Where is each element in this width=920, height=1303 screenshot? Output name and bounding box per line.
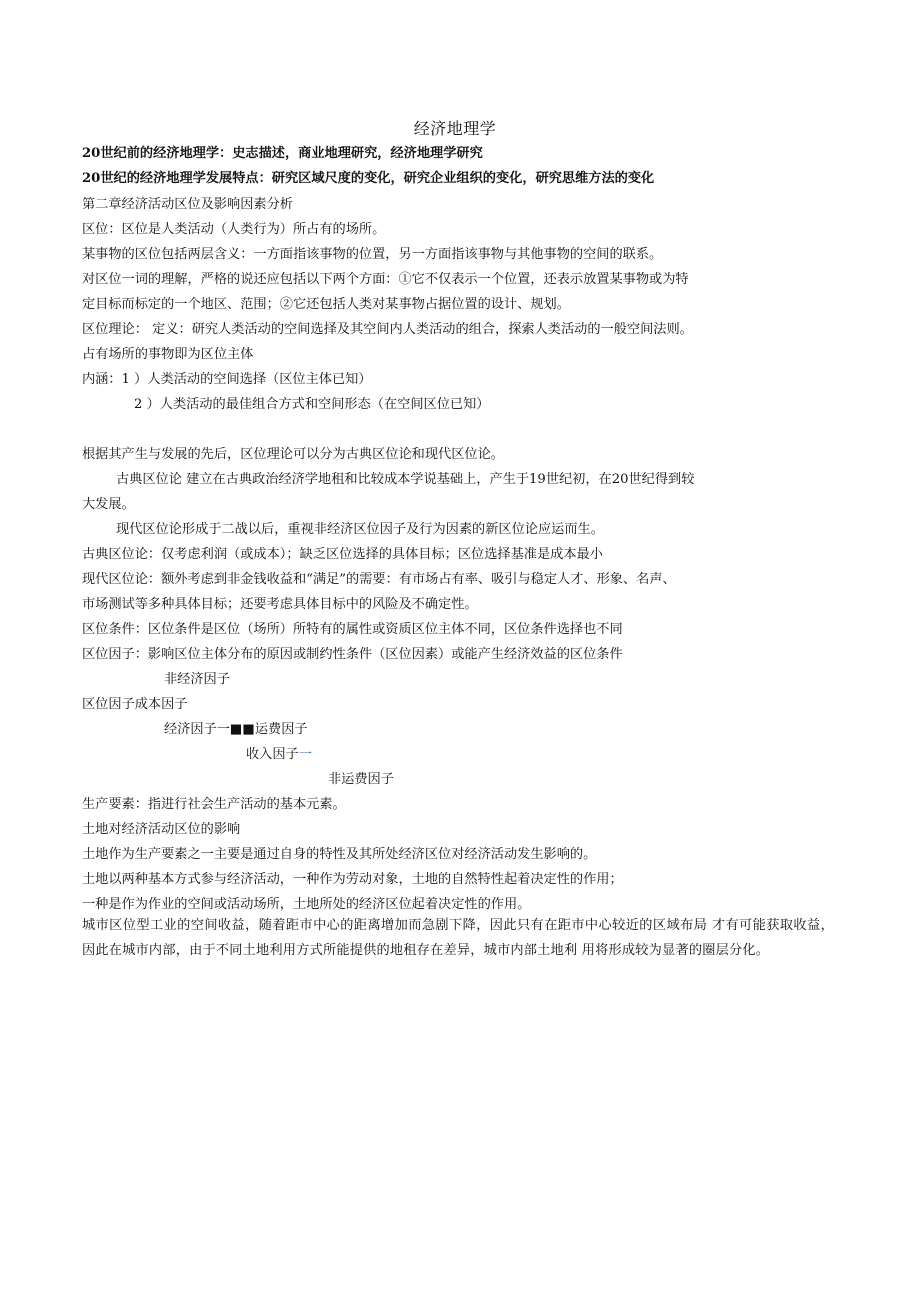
paragraph-block: 城市区位型工业的空间收益，随着距市中心的距离增加而急剧下降，因此只有在距市中心较近的区域布局 才有可能获取收益，因此在城市内部，由于不同土地利用方式所能提供的地租存在差异，城市内部土地利 用将形成较为显著的圈层分化。 — [82, 918, 834, 958]
paragraph-line: 20世纪的经济地理学发展特点：研究区域尺度的变化，研究企业组织的变化，研究思维方法的变化 — [82, 171, 655, 186]
factor-label: 非经济因子 — [164, 672, 230, 687]
paragraph-line: 区位：区位是人类活动（人类行为）所占有的场所。 — [82, 222, 386, 237]
paragraph-line: 古典区位论 建立在古典政治经济学地租和比较成本学说基础上，产生于19世纪初，在20世纪得到较 — [116, 472, 695, 487]
paragraph-line: 现代区位论形成于二战以后，重视非经济区位因子及行为因素的新区位论应运而生。 — [116, 522, 604, 537]
factor-label: 非运费因子 — [328, 772, 394, 787]
factor-connector: 一 — [298, 747, 312, 762]
paragraph-line: 生产要素：指进行社会生产活动的基本元素。 — [82, 797, 346, 812]
factor-label: 经济因子一■■运费因子 — [164, 722, 308, 737]
paragraph-line: 对区位一词的理解，严格的说还应包括以下两个方面：①它不仅表示一个位置，还表示放置某事物或为特 — [82, 272, 689, 287]
chapter-heading: 第二章经济活动区位及影响因素分析 — [82, 197, 293, 212]
paragraph-line: 2 ）人类活动的最佳组合方式和空间形态（在空间区位已知） — [134, 397, 490, 412]
factor-label — [246, 746, 312, 764]
paragraph-line: 一种是作为作业的空间或活动场所，土地所处的经济区位起着决定性的作用。 — [82, 897, 531, 912]
document-title: 经济地理学 — [413, 119, 497, 138]
paragraph-line: 20世纪前的经济地理学：史志描述，商业地理研究，经济地理学研究 — [82, 146, 483, 161]
factor-label: 区位因子成本因子 — [82, 697, 188, 712]
paragraph-line: 古典区位论：仅考虑利润（或成本）；缺乏区位选择的具体目标；区位选择基准是成本最小 — [82, 547, 603, 562]
paragraph-line: 区位理论： 定义：研究人类活动的空间选择及其空间内人类活动的组合，探索人类活动的一般空间法则。 — [82, 322, 693, 337]
paragraph-line: 土地对经济活动区位的影响 — [82, 822, 241, 837]
paragraph-line: 区位因子：影响区位主体分布的原因或制约性条件（区位因素）或能产生经济效益的区位条件 — [82, 647, 623, 662]
paragraph-line: 区位条件：区位条件是区位（场所）所特有的属性或资质区位主体不同，区位条件选择也不同 — [82, 622, 623, 637]
paragraph-line: 现代区位论：额外考虑到非金钱收益和“满足”的需要：有市场占有率、吸引与稳定人才、形象、名声、 — [82, 572, 676, 587]
paragraph-line: 根据其产生与发展的先后，区位理论可以分为古典区位论和现代区位论。 — [82, 447, 504, 462]
paragraph-line: 土地以两种基本方式参与经济活动，一种作为劳动对象，土地的自然特性起着决定性的作用； — [82, 872, 623, 887]
paragraph-line: 大发展。 — [82, 497, 135, 512]
paragraph-line: 定目标而标定的一个地区、范围；②它还包括人类对某事物占据位置的设计、规划。 — [82, 297, 570, 312]
paragraph-line: 内涵：1 ）人类活动的空间选择（区位主体已知） — [82, 372, 372, 387]
paragraph-line: 市场测试等多种具体目标；还要考虑具体目标中的风险及不确定性。 — [82, 597, 478, 612]
paragraph-line: 某事物的区位包括两层含义：一方面指该事物的位置，另一方面指该事物与其他事物的空间的联系。 — [82, 247, 663, 262]
factor-label-text: 收入因子 — [246, 747, 299, 762]
paragraph-line: 土地作为生产要素之一主要是通过自身的特性及其所处经济区位对经济活动发生影响的。 — [82, 847, 597, 862]
paragraph-line: 占有场所的事物即为区位主体 — [82, 347, 254, 362]
